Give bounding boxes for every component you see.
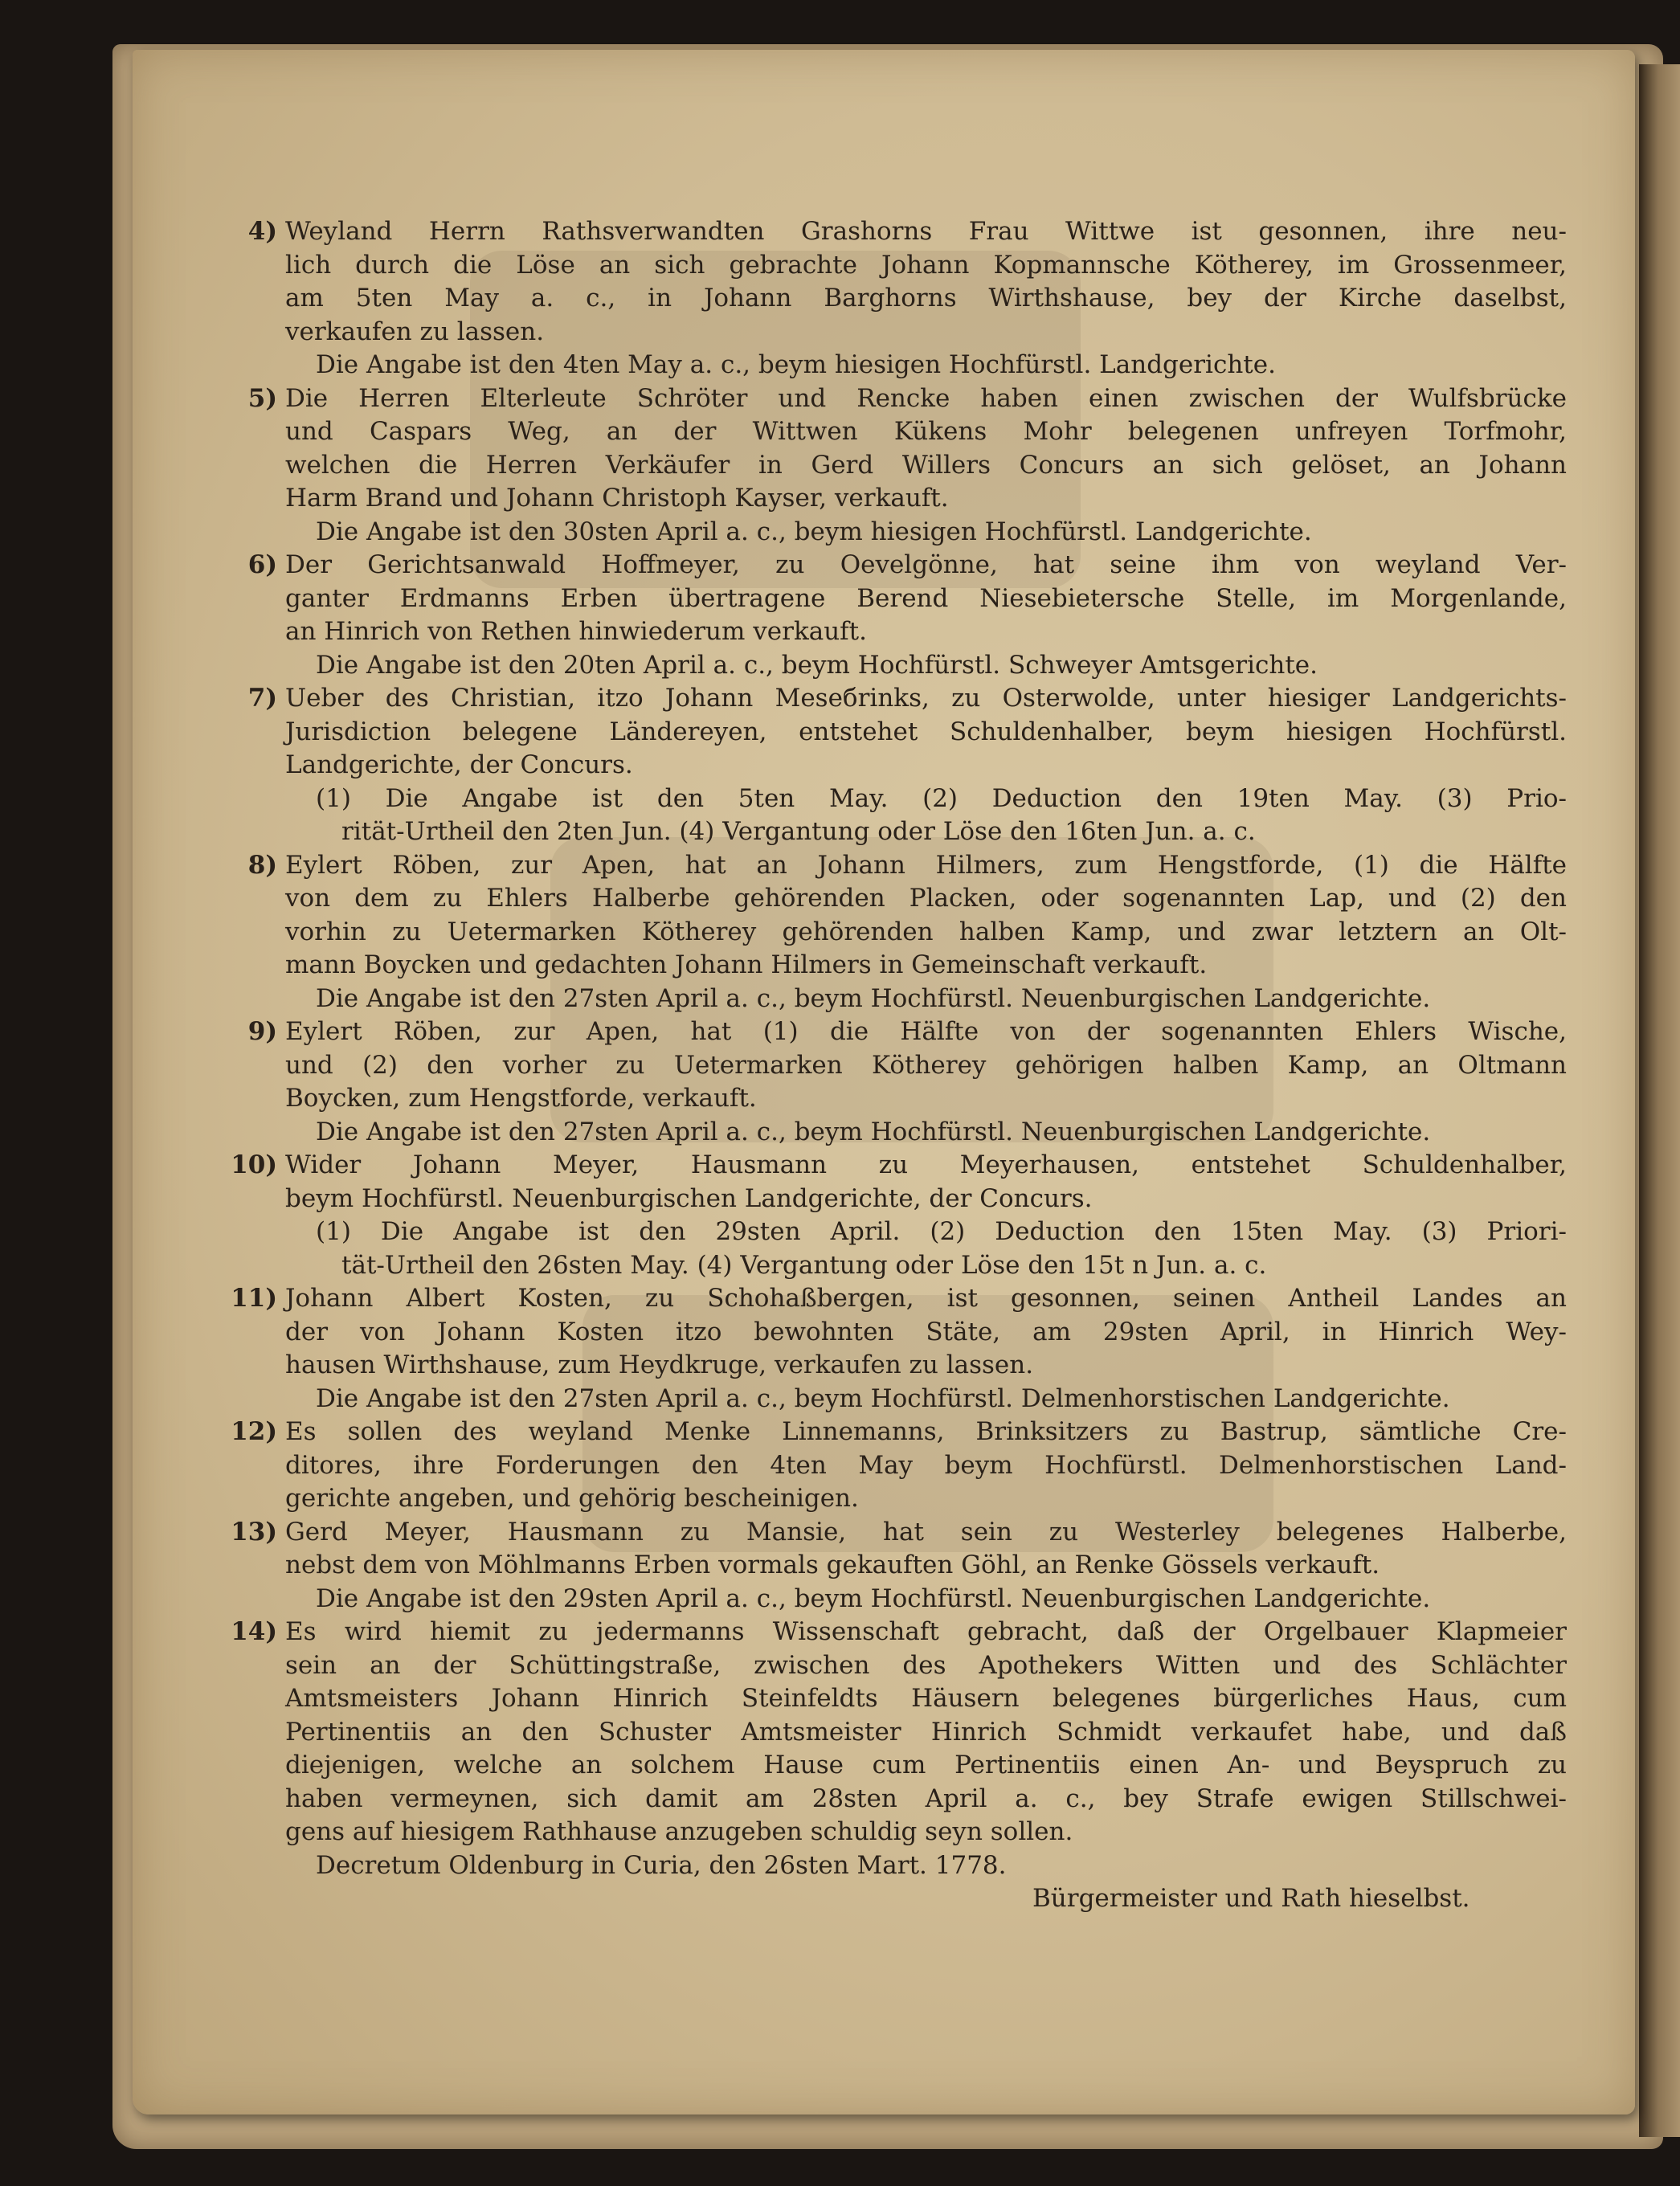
entry-text-line: lich durch die Löse an sich gebrachte Johann Kopmannsche Kötherey, im Grossenmeer, — [285, 250, 1567, 280]
entry-text-line: Weyland Herrn Rathsverwandten Grashorns Frau Wittwe ist gesonnen, ihre neu- — [285, 217, 1567, 246]
entry-text-line: Es wird hiemit zu jedermanns Wissenschaft gebracht, daß der Orgelbauer Klapmeier — [285, 1617, 1567, 1646]
entry-text-line: gens auf hiesigem Rathhause anzugeben schuldig seyn sollen. — [285, 1817, 1073, 1846]
entry-text-line: von dem zu Ehlers Halberbe gehörenden Placken, oder sogenannten Lap, und (2) den — [285, 884, 1567, 913]
entry-number: 5) — [247, 383, 277, 413]
entry-number: 9) — [247, 1017, 277, 1046]
facing-page-edge — [1639, 64, 1680, 2137]
entry-text-line: Johann Albert Kosten, zu Schohaßbergen, ist gesonnen, seinen Antheil Landes an — [285, 1284, 1567, 1313]
entry-registration-note: Die Angabe ist den 27sten April a. c., beym Hochfürstl. Delmenhorstischen Landgerichte. — [316, 1383, 1450, 1413]
notice-entry — [247, 849, 1567, 1016]
entry-registration-note: Die Angabe ist den 27sten April a. c., beym Hochfürstl. Neuenburgischen Landgerichte. — [316, 983, 1431, 1013]
notice-entry — [247, 1015, 1567, 1149]
entry-text-line: und (2) den vorher zu Uetermarken Kötherey gehörigen halben Kamp, an Oltmann — [285, 1050, 1567, 1080]
entry-text-line: vorhin zu Uetermarken Kötherey gehörenden halben Kamp, und zwar letztern an Olt- — [285, 917, 1567, 946]
notice-entry — [231, 1282, 1567, 1416]
entry-text-line: haben vermeynen, sich damit am 28sten April a. c., bey Strafe ewigen Stillschwei- — [285, 1784, 1567, 1813]
entry-registration-note: Die Angabe ist den 30sten April a. c., beym hiesigen Hochfürstl. Landgerichte. — [316, 517, 1312, 546]
entry-number: 14) — [231, 1617, 277, 1646]
entry-text-line: Jurisdiction belegene Ländereyen, entstehet Schuldenhalber, beym hiesigen Hochfürstl. — [285, 717, 1567, 746]
notice-entry — [247, 682, 1567, 849]
entry-registration-note: Die Angabe ist den 20ten April a. c., beym Hochfürstl. Schweyer Amtsgerichte. — [316, 650, 1318, 680]
entry-text-line: ganter Erdmanns Erben übertragene Berend Niesebietersche Stelle, im Morgenlande, — [285, 583, 1567, 613]
entry-text-line: beym Hochfürstl. Neuenburgischen Landgerichte, der Concurs. — [285, 1183, 1093, 1213]
entry-number: 12) — [231, 1417, 277, 1446]
entry-text-line: Gerd Meyer, Hausmann zu Mansie, hat sein zu Westerley belegenes Halberbe, — [285, 1517, 1567, 1547]
entry-text-line: sein an der Schüttingstraße, zwischen des Apothekers Witten und des Schlächter — [285, 1650, 1567, 1680]
entry-text-line: Der Gerichtsanwald Hoffmeyer, zu Oevelgönne, hat seine ihm von weyland Ver- — [285, 550, 1567, 579]
entry-number: 8) — [247, 850, 277, 880]
entry-number: 4) — [247, 217, 277, 246]
entry-number: 7) — [247, 684, 277, 713]
entry-schedule-line: (1) Die Angabe ist den 29sten April. (2) Deduction den 15ten May. (3) Priori- — [316, 1217, 1567, 1246]
notice-entry — [231, 1616, 1567, 1849]
entry-text-line: Eylert Röben, zur Apen, hat an Johann Hilmers, zum Hengstforde, (1) die Hälfte — [285, 850, 1567, 880]
entry-text-line: nebst dem von Möhlmanns Erben vormals gekauften Göhl, an Renke Gössels verkauft. — [285, 1551, 1380, 1579]
entry-text-line: Es sollen des weyland Menke Linnemanns, Brinksitzers zu Bastrup, sämtliche Cre- — [285, 1417, 1567, 1446]
entry-schedule-line: tät-Urtheil den 26sten May. (4) Vergantung oder Löse den 15t n Jun. a. c. — [341, 1250, 1267, 1280]
entry-text-line: Harm Brand und Johann Christoph Kayser, verkauft. — [285, 484, 949, 513]
entry-text-line: Boycken, zum Hengstforde, verkauft. — [285, 1084, 757, 1113]
entry-text-line: Amtsmeisters Johann Hinrich Steinfeldts Häusern belegenes bürgerliches Haus, cum — [285, 1684, 1567, 1713]
entry-registration-note: Die Angabe ist den 4ten May a. c., beym hiesigen Hochfürstl. Landgerichte. — [316, 350, 1276, 379]
entry-number: 13) — [231, 1517, 277, 1547]
entry-text-line: Die Herren Elterleute Schröter und Rencke haben einen zwischen der Wulfsbrücke — [285, 383, 1567, 413]
decretum-line: Decretum Oldenburg in Curia, den 26sten Mart. 1778. — [316, 1850, 1007, 1880]
entry-text-line: Eylert Röben, zur Apen, hat (1) die Hälfte von der sogenannten Ehlers Wische, — [285, 1017, 1567, 1046]
entry-text-line: hausen Wirthshause, zum Heydkruge, verkaufen zu lassen. — [285, 1350, 1034, 1379]
notice-entry — [247, 215, 1567, 382]
entry-text-line: welchen die Herren Verkäufer in Gerd Willers Concurs an sich gelöset, an Johann — [285, 450, 1567, 480]
entry-text-line: Landgerichte, der Concurs. — [285, 750, 633, 779]
entry-text-line: der von Johann Kosten itzo bewohnten Stäte, am 29sten April, in Hinrich Wey- — [285, 1317, 1567, 1346]
entry-text-line: gerichte angeben, und gehörig bescheinigen. — [285, 1484, 859, 1513]
entry-text-line: am 5ten May a. c., in Johann Barghorns Wirthshause, bey der Kirche daselbst, — [285, 284, 1567, 313]
entry-text-line: Pertinentiis an den Schuster Amtsmeister Hinrich Schmidt verkaufet habe, und daß — [285, 1717, 1567, 1747]
entry-text-line: Ueber des Christian, itzo Johann Meseбrinks, zu Osterwolde, unter hiesiger Landgerichts- — [285, 684, 1567, 713]
entry-text-line: mann Boycken und gedachten Johann Hilmers in Gemeinschaft verkauft. — [285, 950, 1208, 979]
entry-text-line: verkaufen zu lassen. — [285, 317, 545, 346]
notice-entry — [231, 1149, 1567, 1282]
entry-registration-note: Die Angabe ist den 27sten April a. c., beym Hochfürstl. Neuenburgischen Landgerichte. — [316, 1117, 1431, 1146]
signature-line: Bürgermeister und Rath hieselbst. — [1032, 1884, 1470, 1913]
entry-registration-note: Die Angabe ist den 29sten April a. c., beym Hochfürstl. Neuenburgischen Landgerichte. — [316, 1583, 1431, 1613]
entry-schedule-line: (1) Die Angabe ist den 5ten May. (2) Deduction den 19ten May. (3) Prio- — [316, 783, 1567, 813]
entry-number: 10) — [231, 1150, 277, 1179]
entry-text-line: und Caspars Weg, an der Wittwen Kükens Mohr belegenen unfreyen Torfmohr, — [285, 417, 1567, 446]
document-body — [231, 215, 1567, 1916]
notice-entry — [247, 382, 1567, 550]
entry-text-line: diejenigen, welche an solchem Hause cum Pertinentiis einen An- und Beyspruch zu — [285, 1751, 1567, 1779]
notice-entry — [231, 1516, 1567, 1616]
entry-number: 11) — [231, 1284, 277, 1313]
entry-text-line: an Hinrich von Rethen hinwiederum verkauft. — [285, 617, 867, 646]
entry-text-line: ditores, ihre Forderungen den 4ten May beym Hochfürstl. Delmenhorstischen Land- — [285, 1450, 1567, 1480]
entry-schedule-line: rität-Urtheil den 2ten Jun. (4) Vergantung oder Löse den 16ten Jun. a. c. — [341, 817, 1256, 846]
entry-text-line: Wider Johann Meyer, Hausmann zu Meyerhausen, entstehet Schuldenhalber, — [285, 1150, 1567, 1179]
notice-entry — [247, 549, 1567, 682]
entry-number: 6) — [247, 550, 277, 579]
notice-entry — [231, 1416, 1567, 1516]
